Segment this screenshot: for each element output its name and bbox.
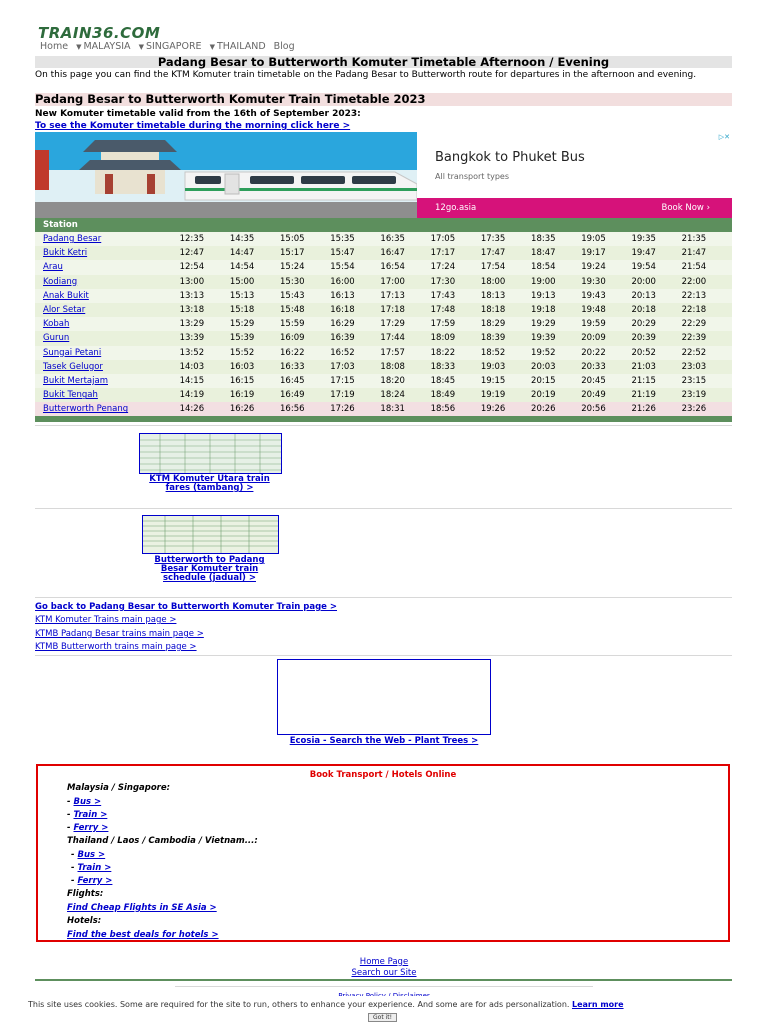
departure-time: 22:18 xyxy=(682,303,732,317)
table-row xyxy=(35,246,732,260)
departure-time: 14:35 xyxy=(230,232,280,246)
departure-time: 18:39 xyxy=(481,331,531,345)
ad-site: 12go.asia xyxy=(435,203,477,213)
page-intro: On this page you can find the KTM Komuter train timetable on the Padang Besar to Butterworth route for departures in the afternoon and evening. xyxy=(35,70,697,80)
timetable-footer-bar xyxy=(35,416,732,422)
departure-time: 15:59 xyxy=(280,317,330,331)
departure-time: 17:44 xyxy=(380,331,430,345)
departure-time: 19:52 xyxy=(531,346,581,360)
departure-time: 12:35 xyxy=(180,232,230,246)
departure-time: 19:29 xyxy=(531,317,581,331)
booking-train-row: - Train > xyxy=(67,810,108,820)
departure-time: 14:15 xyxy=(180,374,230,388)
departure-time: 17:03 xyxy=(330,360,380,374)
departure-time: 19:24 xyxy=(581,260,631,274)
departure-time: 20:49 xyxy=(581,388,631,402)
departure-time: 13:13 xyxy=(180,289,230,303)
cookie-text xyxy=(28,1000,744,1009)
departure-time: 15:24 xyxy=(280,260,330,274)
departure-time: 16:29 xyxy=(330,317,380,331)
station-link[interactable]: Bukit Tengah xyxy=(43,390,98,401)
departure-time: 15:05 xyxy=(280,232,330,246)
site-logo[interactable]: TRAIN36.COM xyxy=(38,24,161,42)
booking-ferry-row: - Ferry > xyxy=(67,823,109,833)
station-link[interactable]: Tasek Gelugor xyxy=(43,361,103,372)
station-link[interactable]: Kodiang xyxy=(43,276,78,287)
fares-thumbnail[interactable] xyxy=(139,433,282,474)
departure-time: 20:03 xyxy=(531,360,581,374)
valid-from-text: New Komuter timetable valid from the 16th of September 2023: xyxy=(35,109,361,119)
departure-time: 19:48 xyxy=(581,303,631,317)
train-link-2[interactable]: Train > xyxy=(77,863,112,873)
departure-time: 18:09 xyxy=(431,331,481,345)
departure-time: 17:29 xyxy=(380,317,430,331)
ecosia-link[interactable]: Ecosia - Search the Web - Plant Trees > xyxy=(289,736,479,746)
booking-box xyxy=(36,764,730,942)
nav-singapore-label: SINGAPORE xyxy=(145,41,202,52)
departure-time: 19:26 xyxy=(481,402,531,416)
departure-time: 16:56 xyxy=(280,402,330,416)
departure-time: 15:52 xyxy=(230,346,280,360)
booking-bus-row: - Bus > xyxy=(67,797,102,807)
departure-time: 16:19 xyxy=(230,388,280,402)
cookie-banner xyxy=(0,996,768,1024)
table-row xyxy=(35,260,732,274)
schedule-thumbnail[interactable] xyxy=(142,515,279,554)
departure-time: 14:19 xyxy=(180,388,230,402)
departure-time: 20:09 xyxy=(581,331,631,345)
departure-time: 19:18 xyxy=(531,303,581,317)
departure-time: 23:15 xyxy=(682,374,732,388)
nav-blog[interactable]: Blog xyxy=(273,41,295,52)
caret-down-icon: ▼ xyxy=(76,43,82,51)
timetable-header: Station xyxy=(35,218,732,232)
timetable-body xyxy=(35,232,732,416)
departure-time: 18:45 xyxy=(431,374,481,388)
departure-time: 15:35 xyxy=(330,232,380,246)
departure-time: 20:22 xyxy=(581,346,631,360)
departure-time: 16:33 xyxy=(280,360,330,374)
table-row xyxy=(35,374,732,388)
section-heading: Padang Besar to Butterworth Komuter Train Timetable 2023 xyxy=(35,93,732,106)
footer-divider-short xyxy=(175,986,593,987)
learn-more-link[interactable]: Learn more xyxy=(571,1000,624,1009)
departure-time: 14:26 xyxy=(180,402,230,416)
station-cell xyxy=(35,402,180,416)
timetable-table xyxy=(35,218,732,416)
departure-time: 16:03 xyxy=(230,360,280,374)
departure-time: 15:48 xyxy=(280,303,330,317)
departure-time: 16:45 xyxy=(280,374,330,388)
departure-time: 18:00 xyxy=(481,275,531,289)
departure-time: 20:00 xyxy=(631,275,681,289)
departure-time: 18:13 xyxy=(481,289,531,303)
caret-down-icon: ▼ xyxy=(209,43,215,51)
divider xyxy=(35,597,732,598)
departure-time: 16:18 xyxy=(330,303,380,317)
departure-time: 21:19 xyxy=(631,388,681,402)
departure-time: 20:52 xyxy=(631,346,681,360)
departure-time: 16:54 xyxy=(380,260,430,274)
departure-time: 18:31 xyxy=(380,402,430,416)
departure-time: 19:05 xyxy=(581,232,631,246)
departure-time: 20:26 xyxy=(531,402,581,416)
nav-malaysia[interactable] xyxy=(76,41,131,52)
departure-time: 16:47 xyxy=(380,246,430,260)
departure-time: 21:54 xyxy=(682,260,732,274)
departure-time: 15:00 xyxy=(230,275,280,289)
departure-time: 15:47 xyxy=(330,246,380,260)
station-cell xyxy=(35,246,180,260)
departure-time: 17:26 xyxy=(330,402,380,416)
station-cell xyxy=(35,360,180,374)
departure-time: 13:00 xyxy=(180,275,230,289)
footer-divider xyxy=(35,979,732,981)
divider xyxy=(35,425,732,426)
table-row xyxy=(35,289,732,303)
departure-time: 17:18 xyxy=(380,303,430,317)
departure-time: 19:39 xyxy=(531,331,581,345)
departure-time: 15:30 xyxy=(280,275,330,289)
departure-time: 17:59 xyxy=(431,317,481,331)
departure-time: 19:13 xyxy=(531,289,581,303)
nav-malaysia-label: MALAYSIA xyxy=(83,41,131,52)
ad-train-illustration[interactable] xyxy=(35,132,417,218)
departure-time: 23:03 xyxy=(682,360,732,374)
station-link[interactable]: Bukit Ketri xyxy=(43,248,88,259)
departure-time: 19:17 xyxy=(581,246,631,260)
departure-time: 17:47 xyxy=(481,246,531,260)
nav-thailand-label: THAILAND xyxy=(216,41,266,52)
departure-time: 18:24 xyxy=(380,388,430,402)
ecosia-banner[interactable] xyxy=(277,659,491,735)
departure-time: 13:29 xyxy=(180,317,230,331)
station-cell xyxy=(35,374,180,388)
station-cell xyxy=(35,388,180,402)
departure-time: 17:19 xyxy=(330,388,380,402)
departure-time: 18:52 xyxy=(481,346,531,360)
departure-time: 16:39 xyxy=(330,331,380,345)
station-link[interactable]: Bukit Mertajam xyxy=(43,375,108,386)
departure-time: 13:39 xyxy=(180,331,230,345)
station-link[interactable]: Kobah xyxy=(43,319,70,330)
chevron-right-icon: › xyxy=(706,203,710,213)
departure-time: 18:18 xyxy=(481,303,531,317)
ferry-link[interactable]: Ferry > xyxy=(73,823,109,833)
departure-time: 20:15 xyxy=(531,374,581,388)
station-cell xyxy=(35,317,180,331)
ad-book-button[interactable] xyxy=(662,203,710,213)
departure-time: 18:20 xyxy=(380,374,430,388)
departure-time: 14:47 xyxy=(230,246,280,260)
morning-timetable-link[interactable]: To see the Komuter timetable during the morning click here > xyxy=(35,121,351,131)
cookie-message: This site uses cookies. Some are required for the site to run, others to enhance your experience. And some are for ads personalization. xyxy=(28,1000,570,1009)
departure-time: 17:00 xyxy=(380,275,430,289)
departure-time: 13:18 xyxy=(180,303,230,317)
station-link[interactable]: Arau xyxy=(43,262,63,273)
departure-time: 16:35 xyxy=(380,232,430,246)
ad-close-icon[interactable]: ▷✕ xyxy=(718,133,730,141)
station-cell xyxy=(35,275,180,289)
station-link[interactable]: Anak Bukit xyxy=(43,290,89,301)
departure-time: 17:24 xyxy=(431,260,481,274)
departure-time: 19:03 xyxy=(481,360,531,374)
departure-time: 16:26 xyxy=(230,402,280,416)
departure-time: 20:29 xyxy=(631,317,681,331)
table-row xyxy=(35,346,732,360)
departure-time: 20:18 xyxy=(631,303,681,317)
departure-time: 15:54 xyxy=(330,260,380,274)
booking-title: Book Transport / Hotels Online xyxy=(309,770,457,780)
departure-time: 18:33 xyxy=(431,360,481,374)
departure-time: 19:43 xyxy=(581,289,631,303)
booking-train2-row: - Train > xyxy=(71,863,112,873)
departure-time: 21:35 xyxy=(682,232,732,246)
page-title: Padang Besar to Butterworth Komuter Timetable Afternoon / Evening xyxy=(157,55,610,69)
departure-time: 21:47 xyxy=(682,246,732,260)
divider xyxy=(35,655,732,656)
departure-time: 17:05 xyxy=(431,232,481,246)
departure-time: 23:19 xyxy=(682,388,732,402)
departure-time: 16:15 xyxy=(230,374,280,388)
departure-time: 18:54 xyxy=(531,260,581,274)
hotels-label: Hotels: xyxy=(67,916,102,926)
departure-time: 22:52 xyxy=(682,346,732,360)
bus-link-2[interactable]: Bus > xyxy=(77,850,106,860)
departure-time: 18:22 xyxy=(431,346,481,360)
fares-link[interactable]: KTM Komuter Utara train fares (tambang) > xyxy=(149,474,270,493)
departure-time: 18:29 xyxy=(481,317,531,331)
departure-time: 18:56 xyxy=(431,402,481,416)
departure-time: 15:18 xyxy=(230,303,280,317)
departure-time: 15:13 xyxy=(230,289,280,303)
nav-thailand[interactable] xyxy=(210,41,266,52)
departure-time: 17:48 xyxy=(431,303,481,317)
station-cell xyxy=(35,331,180,345)
ad-subtitle: All transport types xyxy=(435,172,510,181)
station-link[interactable]: Gurun xyxy=(43,333,70,344)
caret-down-icon: ▼ xyxy=(138,43,144,51)
departure-time: 18:49 xyxy=(431,388,481,402)
ad-book-label: Book Now xyxy=(661,203,704,213)
bus-link[interactable]: Bus > xyxy=(73,797,102,807)
departure-time: 17:54 xyxy=(481,260,531,274)
table-row xyxy=(35,303,732,317)
departure-time: 20:56 xyxy=(581,402,631,416)
back-link[interactable]: Go back to Padang Besar to Butterworth Komuter Train page > xyxy=(35,602,338,612)
departure-time: 20:33 xyxy=(581,360,631,374)
table-row xyxy=(35,402,732,416)
timetable xyxy=(35,218,732,422)
station-link[interactable]: Butterworth Penang xyxy=(43,404,129,415)
departure-time: 20:13 xyxy=(631,289,681,303)
departure-time: 19:47 xyxy=(631,246,681,260)
cookie-accept-button[interactable]: Got it! xyxy=(368,1013,397,1022)
departure-time: 16:00 xyxy=(330,275,380,289)
search-site-link[interactable]: Search our Site xyxy=(351,968,417,978)
butterworth-link[interactable]: KTMB Butterworth trains main page > xyxy=(35,642,197,652)
departure-time: 23:26 xyxy=(682,402,732,416)
departure-time: 22:39 xyxy=(682,331,732,345)
departure-time: 17:15 xyxy=(330,374,380,388)
departure-time: 16:13 xyxy=(330,289,380,303)
padang-besar-link[interactable]: KTMB Padang Besar trains main page > xyxy=(35,629,204,639)
departure-time: 19:19 xyxy=(481,388,531,402)
ad-title: Bangkok to Phuket Bus xyxy=(435,150,585,165)
table-row xyxy=(35,275,732,289)
departure-time: 16:09 xyxy=(280,331,330,345)
komuter-main-link[interactable]: KTM Komuter Trains main page > xyxy=(35,615,177,625)
flights-label: Flights: xyxy=(67,889,104,899)
departure-time: 22:13 xyxy=(682,289,732,303)
station-cell xyxy=(35,346,180,360)
table-row xyxy=(35,317,732,331)
hotels-link[interactable]: Find the best deals for hotels > xyxy=(67,930,219,940)
departure-time: 22:00 xyxy=(682,275,732,289)
departure-time: 13:52 xyxy=(180,346,230,360)
departure-time: 14:54 xyxy=(230,260,280,274)
departure-time: 16:22 xyxy=(280,346,330,360)
departure-time: 17:30 xyxy=(431,275,481,289)
table-row xyxy=(35,331,732,345)
departure-time: 17:13 xyxy=(380,289,430,303)
departure-time: 15:29 xyxy=(230,317,280,331)
flights-link[interactable]: Find Cheap Flights in SE Asia > xyxy=(67,903,217,913)
region-indochina: Thailand / Laos / Cambodia / Vietnam...: xyxy=(67,836,258,846)
departure-time: 21:15 xyxy=(631,374,681,388)
departure-time: 19:00 xyxy=(531,275,581,289)
table-row xyxy=(35,360,732,374)
station-cell xyxy=(35,303,180,317)
divider xyxy=(35,508,732,509)
departure-time: 17:43 xyxy=(431,289,481,303)
departure-time: 16:52 xyxy=(330,346,380,360)
departure-time: 20:19 xyxy=(531,388,581,402)
station-cell xyxy=(35,260,180,274)
station-cell xyxy=(35,289,180,303)
departure-time: 18:08 xyxy=(380,360,430,374)
departure-time: 15:17 xyxy=(280,246,330,260)
departure-time: 17:57 xyxy=(380,346,430,360)
departure-time: 19:59 xyxy=(581,317,631,331)
ferry-link-2[interactable]: Ferry > xyxy=(77,876,113,886)
departure-time: 20:45 xyxy=(581,374,631,388)
departure-time: 15:39 xyxy=(230,331,280,345)
departure-time: 14:03 xyxy=(180,360,230,374)
station-link[interactable]: Padang Besar xyxy=(43,234,102,245)
departure-time: 12:47 xyxy=(180,246,230,260)
station-link[interactable]: Alor Setar xyxy=(43,305,86,316)
departure-time: 19:30 xyxy=(581,275,631,289)
station-link[interactable]: Sungai Petani xyxy=(43,347,102,358)
departure-time: 17:17 xyxy=(431,246,481,260)
booking-ferry2-row: - Ferry > xyxy=(71,876,113,886)
departure-time: 18:47 xyxy=(531,246,581,260)
ad-bar[interactable] xyxy=(417,198,732,218)
departure-time: 15:43 xyxy=(280,289,330,303)
schedule-link[interactable]: Butterworth to Padang Besar Komuter train schedule (jadual) > xyxy=(154,555,265,583)
departure-time: 19:15 xyxy=(481,374,531,388)
departure-time: 21:03 xyxy=(631,360,681,374)
departure-time: 12:54 xyxy=(180,260,230,274)
table-row xyxy=(35,232,732,246)
departure-time: 20:39 xyxy=(631,331,681,345)
departure-time: 16:49 xyxy=(280,388,330,402)
departure-time: 19:35 xyxy=(631,232,681,246)
departure-time: 19:54 xyxy=(631,260,681,274)
departure-time: 17:35 xyxy=(481,232,531,246)
departure-time: 22:29 xyxy=(682,317,732,331)
nav-home[interactable]: Home xyxy=(40,41,69,52)
ad-panel[interactable] xyxy=(417,132,732,218)
station-cell xyxy=(35,232,180,246)
nav-singapore[interactable] xyxy=(139,41,202,52)
table-row xyxy=(35,388,732,402)
main-nav xyxy=(40,41,295,52)
booking-bus2-row: - Bus > xyxy=(71,850,106,860)
departure-time: 18:35 xyxy=(531,232,581,246)
departure-time: 21:26 xyxy=(631,402,681,416)
region-malaysia-singapore: Malaysia / Singapore: xyxy=(67,783,171,793)
home-page-link[interactable]: Home Page xyxy=(359,957,409,967)
train-link[interactable]: Train > xyxy=(73,810,108,820)
